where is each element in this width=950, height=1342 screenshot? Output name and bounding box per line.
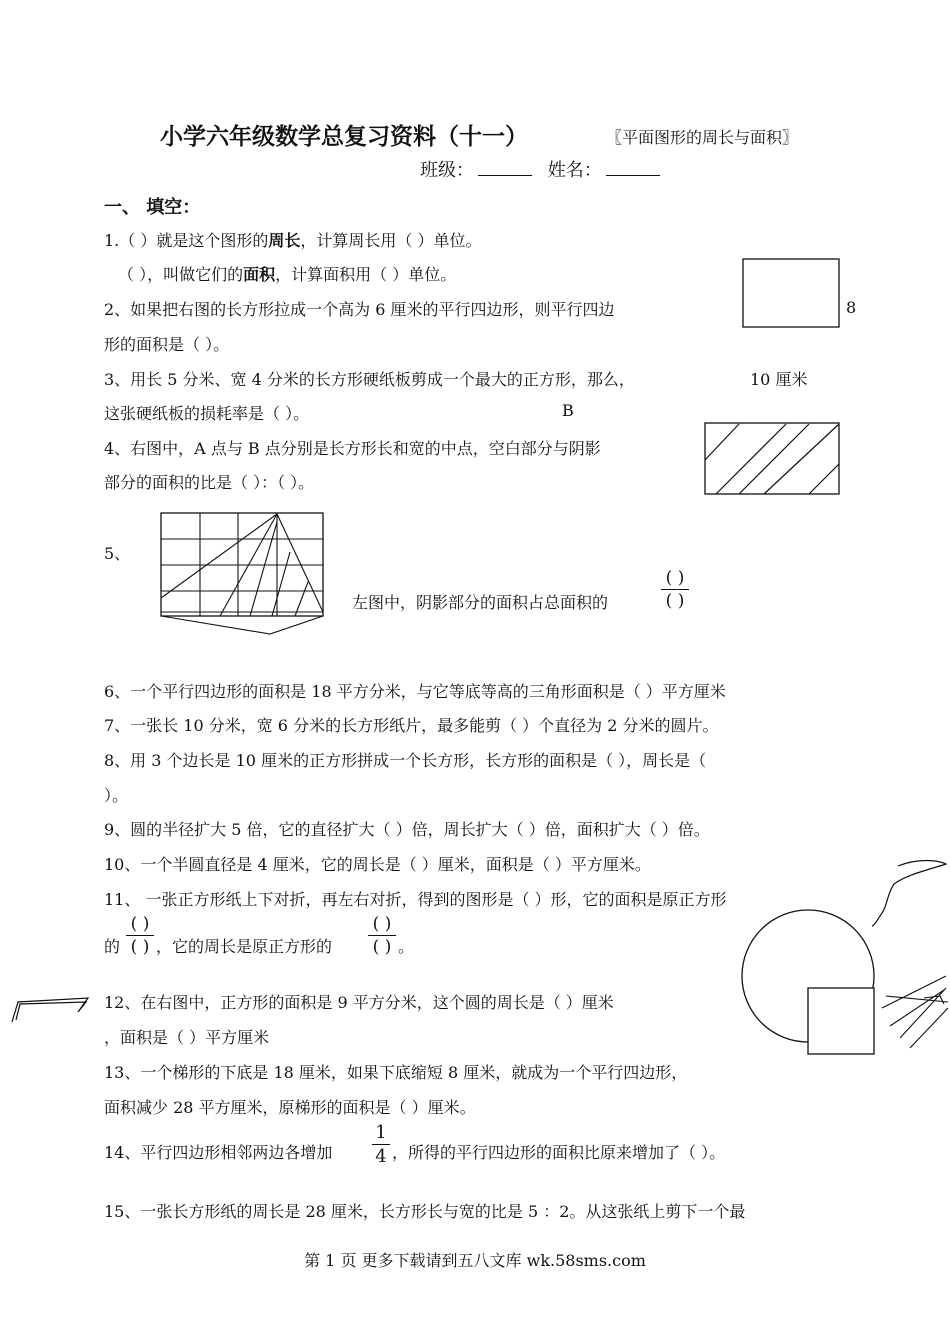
question-15: 15、一张长方形纸的周长是 28 厘米，长方形长与宽的比是 5 ：2。从这张纸上剪下一个最 [104, 1202, 746, 1221]
q14-pre: 14、平行四边形相邻两边各增加 [104, 1143, 333, 1162]
question-1a [104, 228, 481, 251]
q1a-keyword: 周长 [268, 231, 301, 250]
question-7: 7、一张长 10 分米，宽 6 分米的长方形纸片，最多能剪（ ）个直径为 2 分米的圆片。 [104, 716, 719, 735]
class-name-line [420, 156, 664, 182]
question-9: 9、圆的半径扩大 5 倍，它的直径扩大（ ）倍，周长扩大（ ）倍，面积扩大（ ）倍。 [104, 820, 710, 839]
q5-fraction-numerator: ( ) [665, 568, 685, 588]
q5-fraction-denominator: ( ) [665, 591, 685, 611]
q1b-keyword: 面积 [243, 265, 276, 284]
q4-shaded-rectangle [704, 422, 840, 496]
q3-width-label: 10 厘米 [750, 370, 808, 389]
question-6: 6、一个平行四边形的面积是 18 平方分米，与它等底等高的三角形面积是（ ）平方厘米 [104, 682, 726, 701]
question-12a: 12、在右图中，正方形的面积是 9 平方分米，这个圆的周长是（ ）厘米 [104, 993, 614, 1012]
q11b-post: 。 [398, 937, 415, 956]
q11-blank-fraction-2 [368, 914, 396, 957]
question-13b: 面积减少 28 平方厘米，原梯形的面积是（ ）厘米。 [104, 1098, 476, 1117]
page-subtitle: 〖平面图形的周长与面积〗 [606, 128, 799, 147]
q1b-post: ，计算面积用（ ）单位。 [275, 265, 457, 284]
q11-fraction-1-bar [126, 935, 154, 936]
q5-fraction-bar [661, 589, 689, 590]
question-10: 10、一个半圆直径是 4 厘米，它的周长是（ ）厘米，面积是（ ）平方厘米。 [104, 855, 651, 874]
question-11a: 11、 一张正方形纸上下对折，再左右对折，得到的图形是（ ）形，它的面积是原正方形 [104, 890, 727, 909]
q11-blank-fraction-1 [126, 914, 154, 957]
question-3b: 这张硬纸板的损耗率是（ ）。 [104, 404, 310, 423]
question-12b: ，面积是（ ）平方厘米 [104, 1028, 270, 1047]
question-3a: 3、用长 5 分米、宽 4 分米的长方形硬纸板剪成一个最大的正方形，那么， [104, 370, 635, 389]
class-label: 班级： [420, 160, 474, 181]
question-13a: 13、一个梯形的下底是 18 厘米，如果下底缩短 8 厘米，就成为一个平行四边形， [104, 1063, 688, 1082]
q2-side-label: 8 [846, 298, 857, 317]
q1a-pre: 1.（ ）就是这个图形的 [104, 231, 269, 250]
q1b-pre: （ ），叫做它们的 [118, 265, 244, 284]
question-8a: 8、用 3 个边长是 10 厘米的正方形拼成一个长方形，长方形的面积是（ ），周长是（ [104, 751, 707, 770]
question-2b: 形的面积是（ ）。 [104, 335, 230, 354]
q14-fraction [372, 1122, 390, 1167]
question-4b: 部分的面积的比是（ ）：（ ）。 [104, 473, 315, 492]
question-8b: ）。 [104, 786, 129, 805]
q5-blank-fraction [661, 568, 689, 611]
question-5-text: 左图中，阴影部分的面积占总面积的 [352, 593, 609, 612]
q14-fraction-numerator: 1 [375, 1122, 387, 1143]
q11-fraction-2-denominator: ( ) [372, 937, 392, 957]
q12-circle-square-figure [740, 914, 880, 1059]
q14-fraction-bar [372, 1144, 390, 1145]
name-label: 姓名： [547, 160, 602, 181]
q11-fraction-1-denominator: ( ) [130, 937, 150, 957]
q11b-mid: ，它的周长是原正方形的 [156, 937, 333, 956]
q14-fraction-denominator: 4 [375, 1146, 387, 1167]
q11b-pre: 的 [104, 937, 121, 956]
class-blank [478, 161, 532, 176]
question-4a: 4、右图中，A 点与 B 点分别是长方形长和宽的中点，空白部分与阴影 [104, 439, 601, 458]
q11-fraction-2-numerator: ( ) [372, 914, 392, 934]
question-1b [118, 262, 456, 285]
q1a-post: ，计算周长用（ ）单位。 [300, 231, 482, 250]
margin-scribble-right-top [868, 856, 948, 928]
question-2a: 2、如果把右图的长方形拉成一个高为 6 厘米的平行四边形，则平行四边 [104, 300, 615, 319]
margin-scribble-left [10, 994, 94, 1026]
q11-fraction-1-numerator: ( ) [130, 914, 150, 934]
section-heading: 一、 填空： [104, 197, 201, 218]
name-blank [606, 161, 660, 176]
q5-grid-figure [160, 512, 324, 638]
q14-post: ，所得的平行四边形的面积比原来增加了（ ）。 [392, 1143, 726, 1162]
q2-rectangle [742, 258, 840, 328]
q11-fraction-2-bar [368, 935, 396, 936]
question-5-number: 5、 [104, 544, 131, 563]
margin-scribble-right-bottom [880, 968, 950, 1052]
page-title: 小学六年级数学总复习资料（十一） [160, 124, 528, 150]
page-footer: 第 1 页 更多下载请到五八文库 wk.58sms.com [304, 1251, 646, 1270]
q4-point-b-label: B [562, 401, 574, 420]
